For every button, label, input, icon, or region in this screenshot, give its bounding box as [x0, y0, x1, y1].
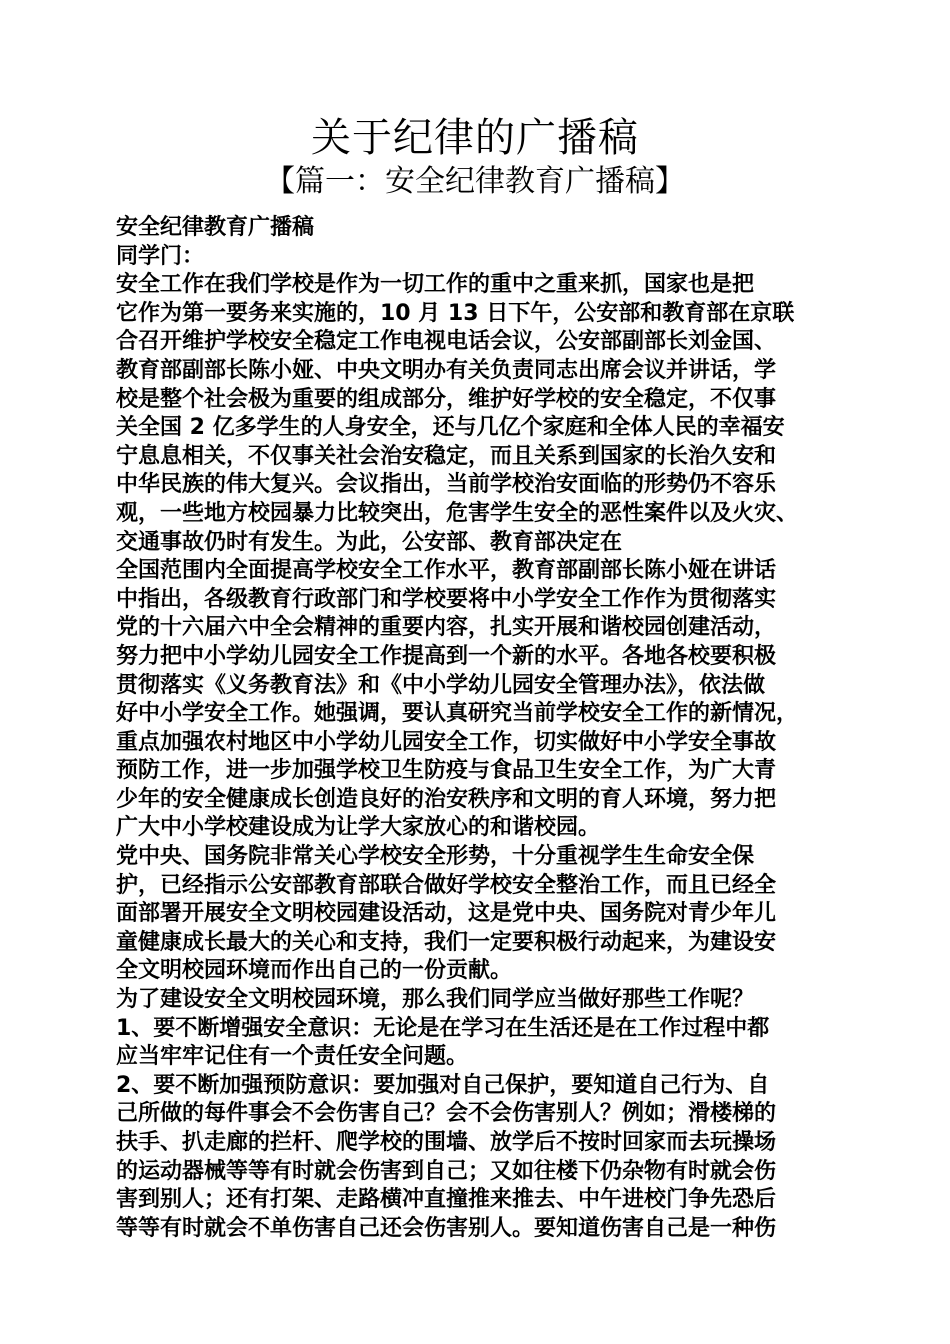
text-line: 少年的安全健康成长创造良好的治安秩序和文明的育人环境，努力把 [116, 786, 777, 812]
text-line: 护，已经指示公安部教育部联合做好学校安全整治工作，而且已经全 [116, 872, 777, 898]
text-line: 它作为第一要务来实施的，10 月 13 日下午，公安部和教育部在京联 [116, 300, 795, 326]
text-line: 2、要不断加强预防意识：要加强对自己保护，要知道自己行为、自 [116, 1072, 770, 1098]
document-body [116, 214, 840, 1243]
text-line: 安全纪律教育广播稿 [116, 215, 315, 240]
text-line: 校是整个社会极为重要的组成部分，维护好学校的安全稳定，不仅事 [116, 386, 777, 412]
text-line: 好中小学安全工作。她强调，要认真研究当前学校安全工作的新情况， [116, 701, 799, 727]
text-line: 中指出，各级教育行政部门和学校要将中小学安全工作作为贯彻落实 [116, 586, 777, 612]
text-line: 全文明校园环境而作出自己的一份贡献。 [116, 958, 513, 984]
text-line: 1、要不断增强安全意识：无论是在学习在生活还是在工作过程中都 [116, 1015, 770, 1041]
text-line: 交通事故仍时有发生。为此，公安部、教育部决定在 [116, 529, 623, 555]
text-line: 安全工作在我们学校是作为一切工作的重中之重来抓，国家也是把 [116, 272, 755, 298]
text-line: 宁息息相关，不仅事关社会治安稳定，而且关系到国家的长治久安和 [116, 443, 777, 469]
text-line: 贯彻落实《义务教育法》和《中小学幼儿园安全管理办法》，依法做 [116, 672, 766, 698]
text-line: 应当牢牢记住有一个责任安全问题。 [116, 1044, 469, 1070]
text-line: 扶手、扒走廊的拦杆、爬学校的围墙、放学后不按时回家而去玩操场 [116, 1130, 777, 1155]
text-line: 害到别人；还有打架、走路横冲直撞推来推去、中午进校门争先恐后 [116, 1187, 777, 1213]
text-line: 面部署开展安全文明校园建设活动，这是党中央、国务院对青少年儿 [116, 901, 777, 927]
text-line: 等等有时就会不单伤害自己还会伤害别人。要知道伤害自己是一种伤 [116, 1215, 777, 1241]
text-line: 为了建设安全文明校园环境，那么我们同学应当做好那些工作呢？ [116, 987, 755, 1013]
text-line: 中华民族的伟大复兴。会议指出，当前学校治安面临的形势仍不容乐 [116, 472, 777, 498]
text-line: 关全国 2 亿多学生的人身安全，还与几亿个家庭和全体人民的幸福安 [116, 415, 785, 441]
text-line: 努力把中小学幼儿园安全工作提高到一个新的水平。各地各校要积极 [116, 643, 777, 669]
page-title: 关于纪律的广播稿 [311, 115, 639, 161]
text-line: 党中央、国务院非常关心学校安全形势，十分重视学生生命安全保 [116, 844, 755, 870]
text-line: 同学门： [116, 243, 205, 269]
page-subtitle: 【篇一：安全纪律教育广播稿】 [265, 164, 685, 199]
text-line: 重点加强农村地区中小学幼儿园安全工作，切实做好中小学安全事故 [116, 729, 777, 755]
text-line: 党的十六届六中全会精神的重要内容，扎实开展和谐校园创建活动， [116, 615, 777, 641]
text-line: 观，一些地方校园暴力比较突出，危害学生安全的恶性案件以及火灾、 [116, 500, 799, 526]
text-line: 全国范围内全面提高学校安全工作水平，教育部副部长陈小娅在讲话 [116, 558, 777, 584]
text-line: 预防工作，进一步加强学校卫生防疫与食品卫生安全工作，为广大青 [116, 758, 777, 784]
text-line: 教育部副部长陈小娅、中央文明办有关负责同志出席会议并讲话，学 [116, 357, 777, 383]
text-line: 的运动器械等等有时就会伤害到自己；又如往楼下仍杂物有时就会伤 [116, 1158, 777, 1184]
text-line: 己所做的每件事会不会伤害自己？会不会伤害别人？例如；滑楼梯的 [116, 1101, 777, 1127]
text-line: 广大中小学校建设成为让学大家放心的和谐校园。 [116, 815, 601, 841]
text-line: 合召开维护学校安全稳定工作电视电话会议，公安部副部长刘金国、 [116, 329, 777, 355]
text-line: 童健康成长最大的关心和支持，我们一定要积极行动起来，为建设安 [116, 929, 777, 955]
